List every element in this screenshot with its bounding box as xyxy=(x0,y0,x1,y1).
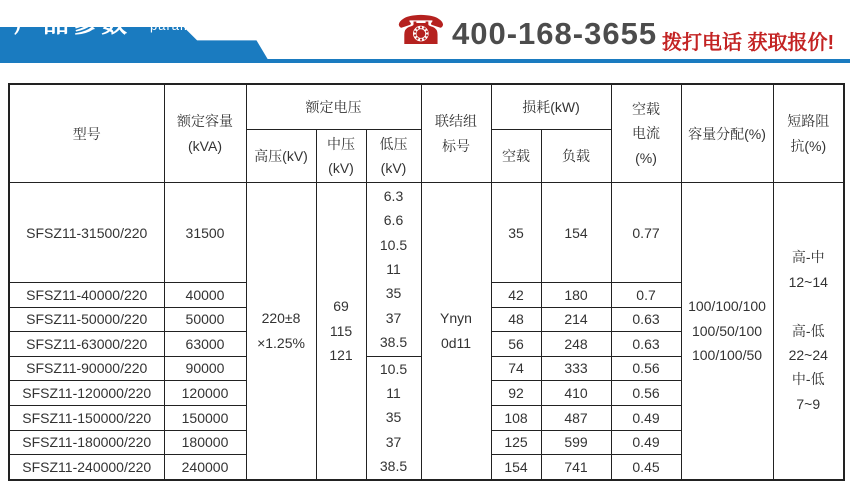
cell-load-loss: 741 xyxy=(541,455,611,480)
col-header-rated-voltage: 额定电压 xyxy=(246,84,421,130)
cell-high-voltage: 220±8 ×1.25% xyxy=(246,183,316,480)
cell-no-load-loss: 48 xyxy=(491,307,541,332)
cell-no-load-current: 0.7 xyxy=(611,283,681,308)
cell-capacity: 120000 xyxy=(164,381,246,406)
cell-model: SFSZ11-50000/220 xyxy=(9,307,164,332)
cell-no-load-current: 0.49 xyxy=(611,430,681,455)
cell-capacity: 150000 xyxy=(164,405,246,430)
col-header-high-voltage: 高压(kV) xyxy=(246,130,316,183)
phone-number[interactable]: 400-168-3655 xyxy=(452,16,658,51)
cell-low-voltage-group2: 10.5 11 35 37 38.5 xyxy=(366,356,421,480)
cell-no-load-loss: 42 xyxy=(491,283,541,308)
cell-capacity: 180000 xyxy=(164,430,246,455)
cell-capacity: 40000 xyxy=(164,283,246,308)
cell-medium-voltage: 69 115 121 xyxy=(316,183,366,480)
cell-load-loss: 248 xyxy=(541,332,611,357)
col-header-medium-voltage: 中压 (kV) xyxy=(316,130,366,183)
col-header-no-load-current: 空载 电流 (%) xyxy=(611,84,681,183)
cell-model: SFSZ11-120000/220 xyxy=(9,381,164,406)
cell-capacity: 240000 xyxy=(164,455,246,480)
cell-model: SFSZ11-150000/220 xyxy=(9,405,164,430)
cell-load-loss: 333 xyxy=(541,356,611,381)
cell-load-loss: 154 xyxy=(541,183,611,283)
cell-no-load-loss: 154 xyxy=(491,455,541,480)
cell-no-load-current: 0.63 xyxy=(611,307,681,332)
cell-model: SFSZ11-31500/220 xyxy=(9,183,164,283)
col-header-low-voltage: 低压 (kV) xyxy=(366,130,421,183)
cell-load-loss: 214 xyxy=(541,307,611,332)
cell-capacity: 31500 xyxy=(164,183,246,283)
cell-short-circuit-impedance: 高-中 12~14 高-低 22~24 中-低 7~9 xyxy=(773,183,844,480)
cell-no-load-current: 0.56 xyxy=(611,356,681,381)
cell-no-load-loss: 108 xyxy=(491,405,541,430)
cell-low-voltage-group1: 6.3 6.6 10.5 11 35 37 38.5 xyxy=(366,183,421,357)
cell-no-load-loss: 92 xyxy=(491,381,541,406)
cell-connection-group: Ynyn 0d11 xyxy=(421,183,491,480)
cell-capacity: 63000 xyxy=(164,332,246,357)
cell-capacity: 50000 xyxy=(164,307,246,332)
cell-no-load-current: 0.45 xyxy=(611,455,681,480)
cell-no-load-current: 0.63 xyxy=(611,332,681,357)
page-header xyxy=(0,0,850,64)
cell-no-load-loss: 74 xyxy=(491,356,541,381)
cell-load-loss: 410 xyxy=(541,381,611,406)
col-header-load-loss: 负载 xyxy=(541,130,611,183)
cell-model: SFSZ11-240000/220 xyxy=(9,455,164,480)
col-header-loss: 损耗(kW) xyxy=(491,84,611,130)
col-header-capacity-allocation: 容量分配(%) xyxy=(681,84,773,183)
cell-no-load-current: 0.56 xyxy=(611,381,681,406)
telephone-icon: ☎ xyxy=(396,9,446,53)
cell-load-loss: 487 xyxy=(541,405,611,430)
product-parameter-table xyxy=(8,83,845,481)
cell-model: SFSZ11-180000/220 xyxy=(9,430,164,455)
cell-no-load-loss: 56 xyxy=(491,332,541,357)
cell-capacity: 90000 xyxy=(164,356,246,381)
call-to-action[interactable]: 拨打电话 获取报价! xyxy=(662,32,835,54)
cell-load-loss: 599 xyxy=(541,430,611,455)
cell-model: SFSZ11-40000/220 xyxy=(9,283,164,308)
section-subtitle: parameter xyxy=(150,18,219,33)
cell-capacity-allocation: 100/100/100 100/50/100 100/100/50 xyxy=(681,183,773,480)
table-header-row xyxy=(9,84,844,130)
table-row xyxy=(9,183,844,283)
col-header-capacity: 额定容量 (kVA) xyxy=(164,84,246,183)
cell-no-load-current: 0.77 xyxy=(611,183,681,283)
col-header-model: 型号 xyxy=(9,84,164,183)
col-header-short-circuit-impedance: 短路阻 抗(%) xyxy=(773,84,844,183)
section-title: 产品参数 xyxy=(14,8,131,38)
cell-no-load-loss: 125 xyxy=(491,430,541,455)
cell-no-load-loss: 35 xyxy=(491,183,541,283)
cell-no-load-current: 0.49 xyxy=(611,405,681,430)
cell-model: SFSZ11-90000/220 xyxy=(9,356,164,381)
cell-model: SFSZ11-63000/220 xyxy=(9,332,164,357)
col-header-no-load-loss: 空载 xyxy=(491,130,541,183)
col-header-connection-group: 联结组 标号 xyxy=(421,84,491,183)
cell-load-loss: 180 xyxy=(541,283,611,308)
